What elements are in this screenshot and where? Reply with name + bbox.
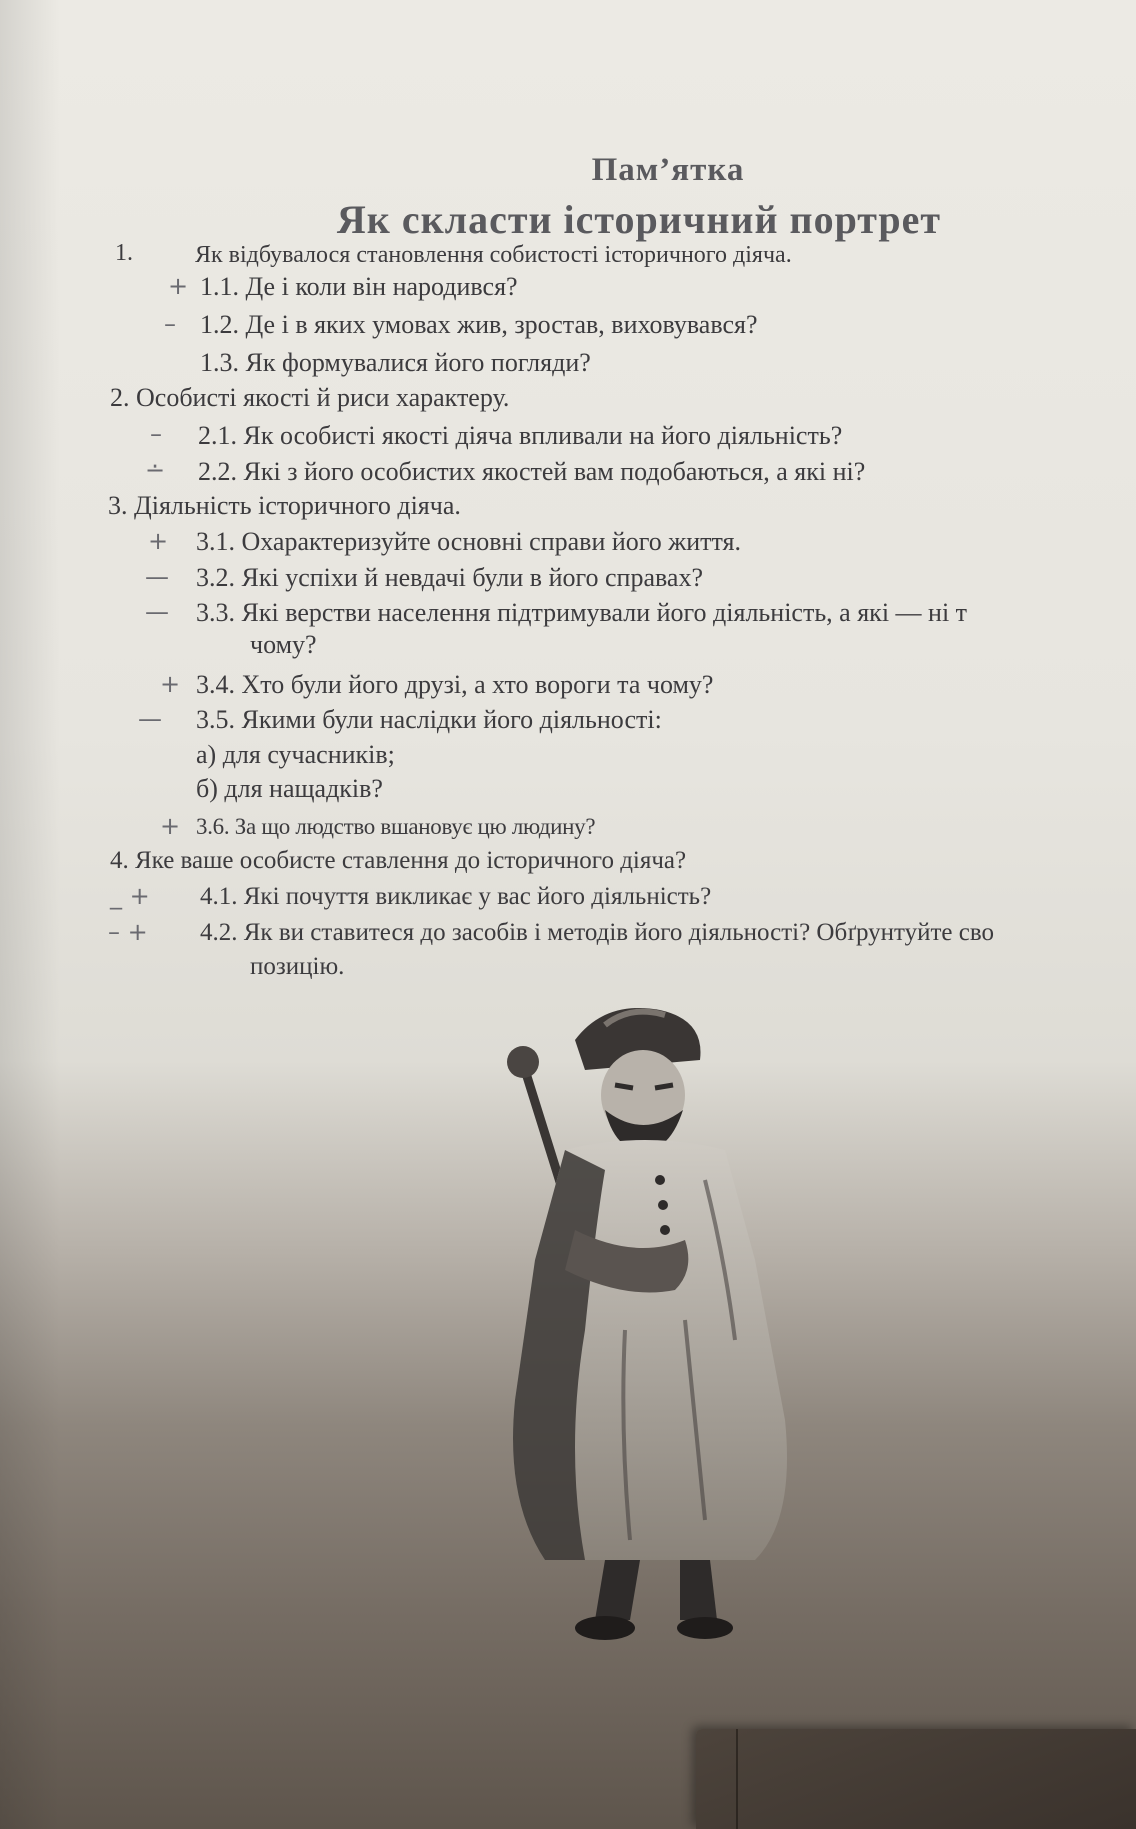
item-3-heading: 3. Діяльність історичного діяча. <box>108 491 461 520</box>
handwritten-mark: + <box>148 527 169 555</box>
page-title: Пам’ятка <box>591 152 745 188</box>
item-3-1: 3.1. Охарактеризуйте основні справи його життя. <box>196 527 742 556</box>
item-1-2: 1.2. Де і в яких умовах жив, зростав, виховувався? <box>200 310 758 339</box>
item-3-6: 3.6. За що людство вшановує цю людину? <box>196 814 596 839</box>
handwritten-mark: + <box>160 670 181 698</box>
handwritten-mark: – <box>150 420 162 448</box>
handwritten-mark: — <box>145 598 169 626</box>
item-4-1: 4.1. Які почуття викликає у вас його діяльність? <box>200 883 712 910</box>
item-3-2: 3.2. Які успіхи й невдачі були в його справах? <box>196 563 704 592</box>
handwritten-mark: – + <box>108 918 148 946</box>
item-3-5-b: б) для нащадків? <box>196 774 383 803</box>
item-2-heading: 2. Особисті якості й риси характеру. <box>110 383 510 412</box>
item-1-1: 1.1. Де і коли він народився? <box>200 272 518 301</box>
item-3-3: 3.3. Які верстви населення підтримували його діяльність, а які — ні т <box>196 598 968 627</box>
handwritten-mark: — <box>145 563 169 591</box>
item-3-4: 3.4. Хто були його друзі, а хто вороги та чому? <box>196 670 714 699</box>
handwritten-mark: + <box>160 812 181 840</box>
hetman-portrait-image <box>455 1000 855 1650</box>
item-3-5: 3.5. Якими були наслідки його діяльності: <box>196 705 662 734</box>
item-4-2: 4.2. Як ви ставитеся до засобів і методів його діяльності? Обґрунтуйте сво <box>200 919 995 946</box>
item-3-3-continuation: чому? <box>250 630 317 659</box>
handwritten-mark: – <box>164 310 176 338</box>
item-number: 1. <box>115 240 133 266</box>
item-2-2: 2.2. Які з його особистих якостей вам подобаються, а які ні? <box>198 457 866 486</box>
item-1-3: 1.3. Як формувалися його погляди? <box>200 348 591 377</box>
background-box-corner <box>696 1729 1136 1829</box>
item-1-heading: Як відбувалося становлення собистості історичного діяча. <box>195 242 792 268</box>
page-subtitle: Як скласти історичний портрет <box>336 197 942 242</box>
item-4-2-continuation: позицію. <box>250 953 345 980</box>
item-3-5-a: а) для сучасників; <box>196 740 395 769</box>
handwritten-mark: — <box>138 705 162 733</box>
handwritten-mark: + <box>168 272 189 300</box>
handwritten-mark: ∸ <box>145 456 166 484</box>
handwritten-mark: _ + <box>110 882 150 910</box>
item-2-1: 2.1. Як особисті якості діяча впливали на його діяльність? <box>198 421 843 450</box>
item-4-heading: 4. Яке ваше особисте ставлення до історичного діяча? <box>110 847 687 874</box>
